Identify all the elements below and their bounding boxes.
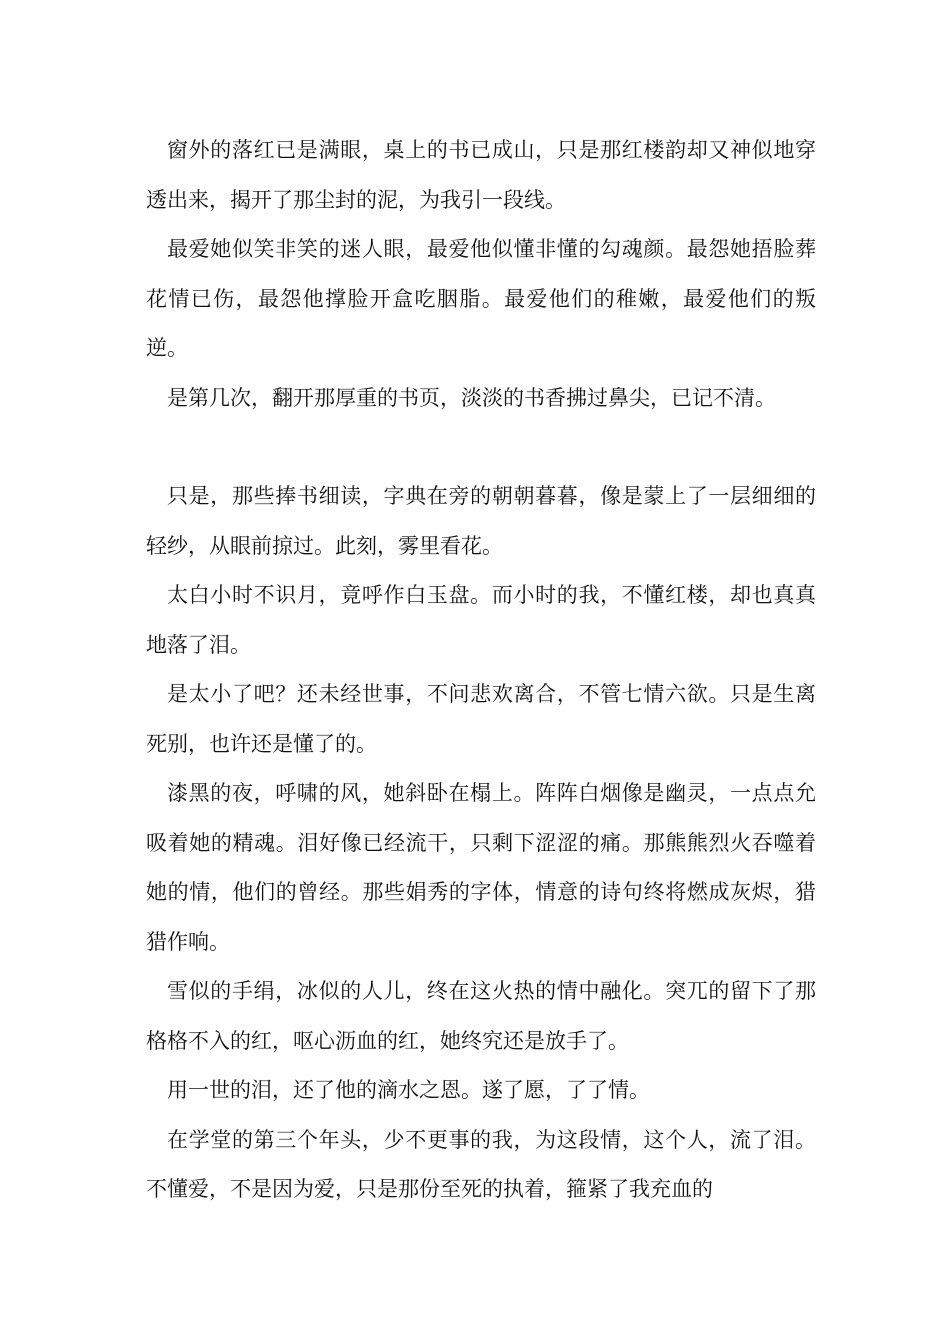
paragraph-9: 用一世的泪，还了他的滴水之恩。遂了愿，了了情。 <box>167 1078 650 1102</box>
paragraph-8: 雪似的手绢，冰似的人儿，终在这火热的情中融化。突兀的留下了那格格不入的红，呕心沥血的红，她终究还是放手了。 <box>146 979 816 1053</box>
paragraph-5: 太白小时不识月，竟呼作白玉盘。而小时的我，不懂红楼，却也真真地落了泪。 <box>146 583 816 657</box>
paragraph-6: 是太小了吧？还未经世事，不问悲欢离合，不管七情六欲。只是生离死别，也许还是懂了的。 <box>146 682 816 756</box>
paragraph-4: 只是，那些捧书细读，字典在旁的朝朝暮暮，像是蒙上了一层细细的轻纱，从眼前掠过。此刻，雾里看花。 <box>146 484 816 558</box>
paragraph-10: 在学堂的第三个年头，少不更事的我，为这段情，这个人，流了泪。不懂爱，不是因为爱，只是那份至死的执着，箍紧了我充血的 <box>146 1127 816 1201</box>
document-body <box>146 126 816 1215</box>
paragraph-7: 漆黑的夜，呼啸的风，她斜卧在榻上。阵阵白烟像是幽灵，一点点允吸着她的精魂。泪好像已经流干，只剩下涩涩的痛。那熊熊烈火吞噬着她的情，他们的曾经。那些娟秀的字体，情意的诗句终将燃成灰烬，猎猎作响。 <box>146 781 816 954</box>
paragraph-2: 最爱她似笑非笑的迷人眼，最爱他似懂非懂的勾魂颜。最怨她捂脸葬花情已伤，最怨他撑脸开盒吃胭脂。最爱他们的稚嫩，最爱他们的叛逆。 <box>146 237 816 360</box>
paragraph-3: 是第几次，翻开那厚重的书页，淡淡的书香拂过鼻尖，已记不清。 <box>167 385 776 410</box>
paragraph-1: 窗外的落红已是满眼，桌上的书已成山，只是那红楼韵却又神似地穿透出来，揭开了那尘封的泥，为我引一段线。 <box>146 138 816 212</box>
